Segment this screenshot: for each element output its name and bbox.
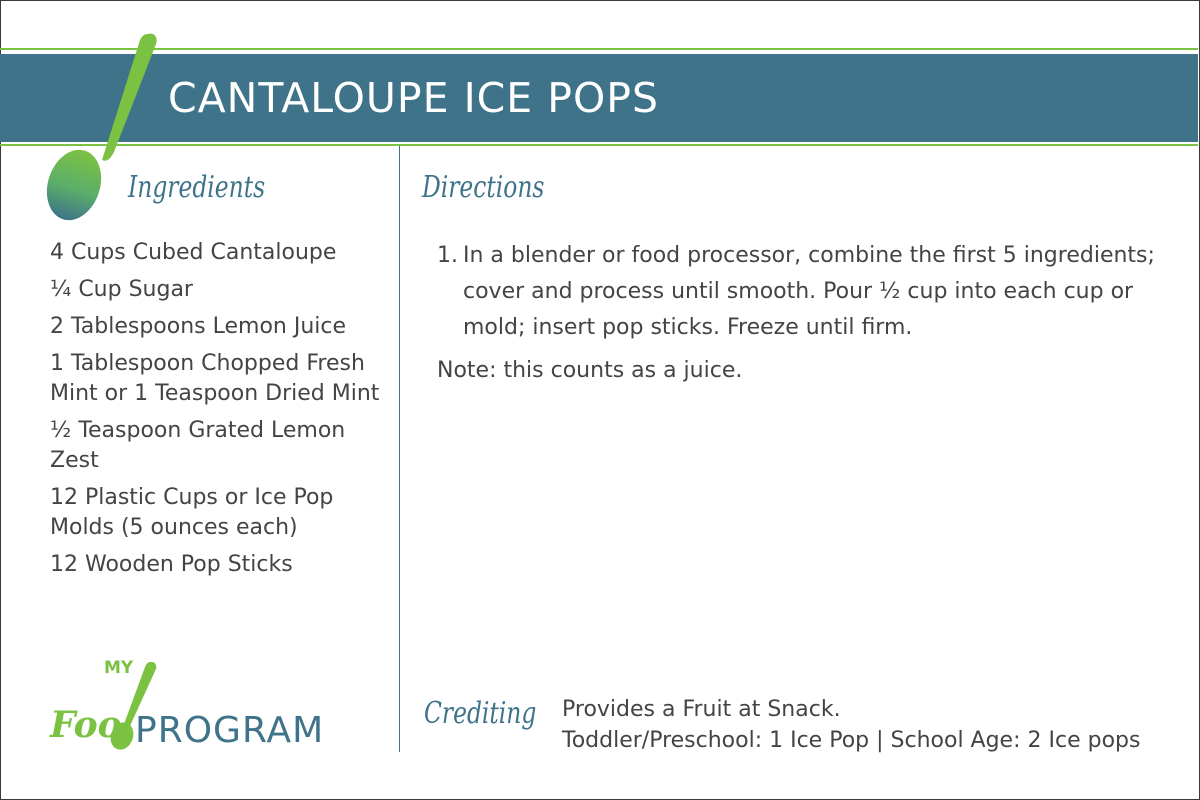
direction-step (437, 238, 1167, 346)
top-rule (0, 48, 1198, 50)
directions-heading: Directions (422, 170, 545, 205)
crediting-line-2: Toddler/Preschool: 1 Ice Pop | School Age: 2 Ice pops (562, 728, 1141, 753)
ingredient-item: ½ Teaspoon Grated Lemon Zest (50, 418, 346, 473)
directions-note: Note: this counts as a juice. (437, 358, 743, 383)
ingredient-item: 12 Wooden Pop Sticks (50, 552, 293, 577)
ingredient-item: 4 Cups Cubed Cantaloupe (50, 240, 337, 265)
step-text: In a blender or food processor, combine the first 5 ingredients; cover and process until smooth. Pour ½ cup into each cup or mold; insert pop sticks. Freeze until firm. (463, 243, 1155, 340)
ingredient-item: ¼ Cup Sugar (50, 277, 193, 302)
crediting-heading: Crediting (424, 696, 537, 731)
logo-foo: Foo (50, 704, 122, 746)
directions-list (437, 238, 1167, 346)
crediting-text (562, 694, 1140, 756)
my-food-program-logo (46, 658, 366, 758)
ingredient-item: 12 Plastic Cups or Ice Pop Molds (5 ounces each) (50, 485, 334, 540)
ingredient-item: 1 Tablespoon Chopped Fresh Mint or 1 Teaspoon Dried Mint (50, 351, 380, 406)
crediting-line-1: Provides a Fruit at Snack. (562, 697, 841, 722)
logo-my: MY (104, 658, 134, 678)
column-divider (399, 146, 400, 752)
logo-program: PROGRAM (135, 710, 325, 751)
ingredients-heading: Ingredients (128, 170, 266, 205)
title-band-rule (0, 144, 1198, 146)
step-number: 1. (437, 243, 458, 268)
ingredients-list (50, 238, 390, 587)
ingredient-item: 2 Tablespoons Lemon Juice (50, 314, 347, 339)
recipe-title: CANTALOUPE ICE POPS (168, 74, 659, 122)
